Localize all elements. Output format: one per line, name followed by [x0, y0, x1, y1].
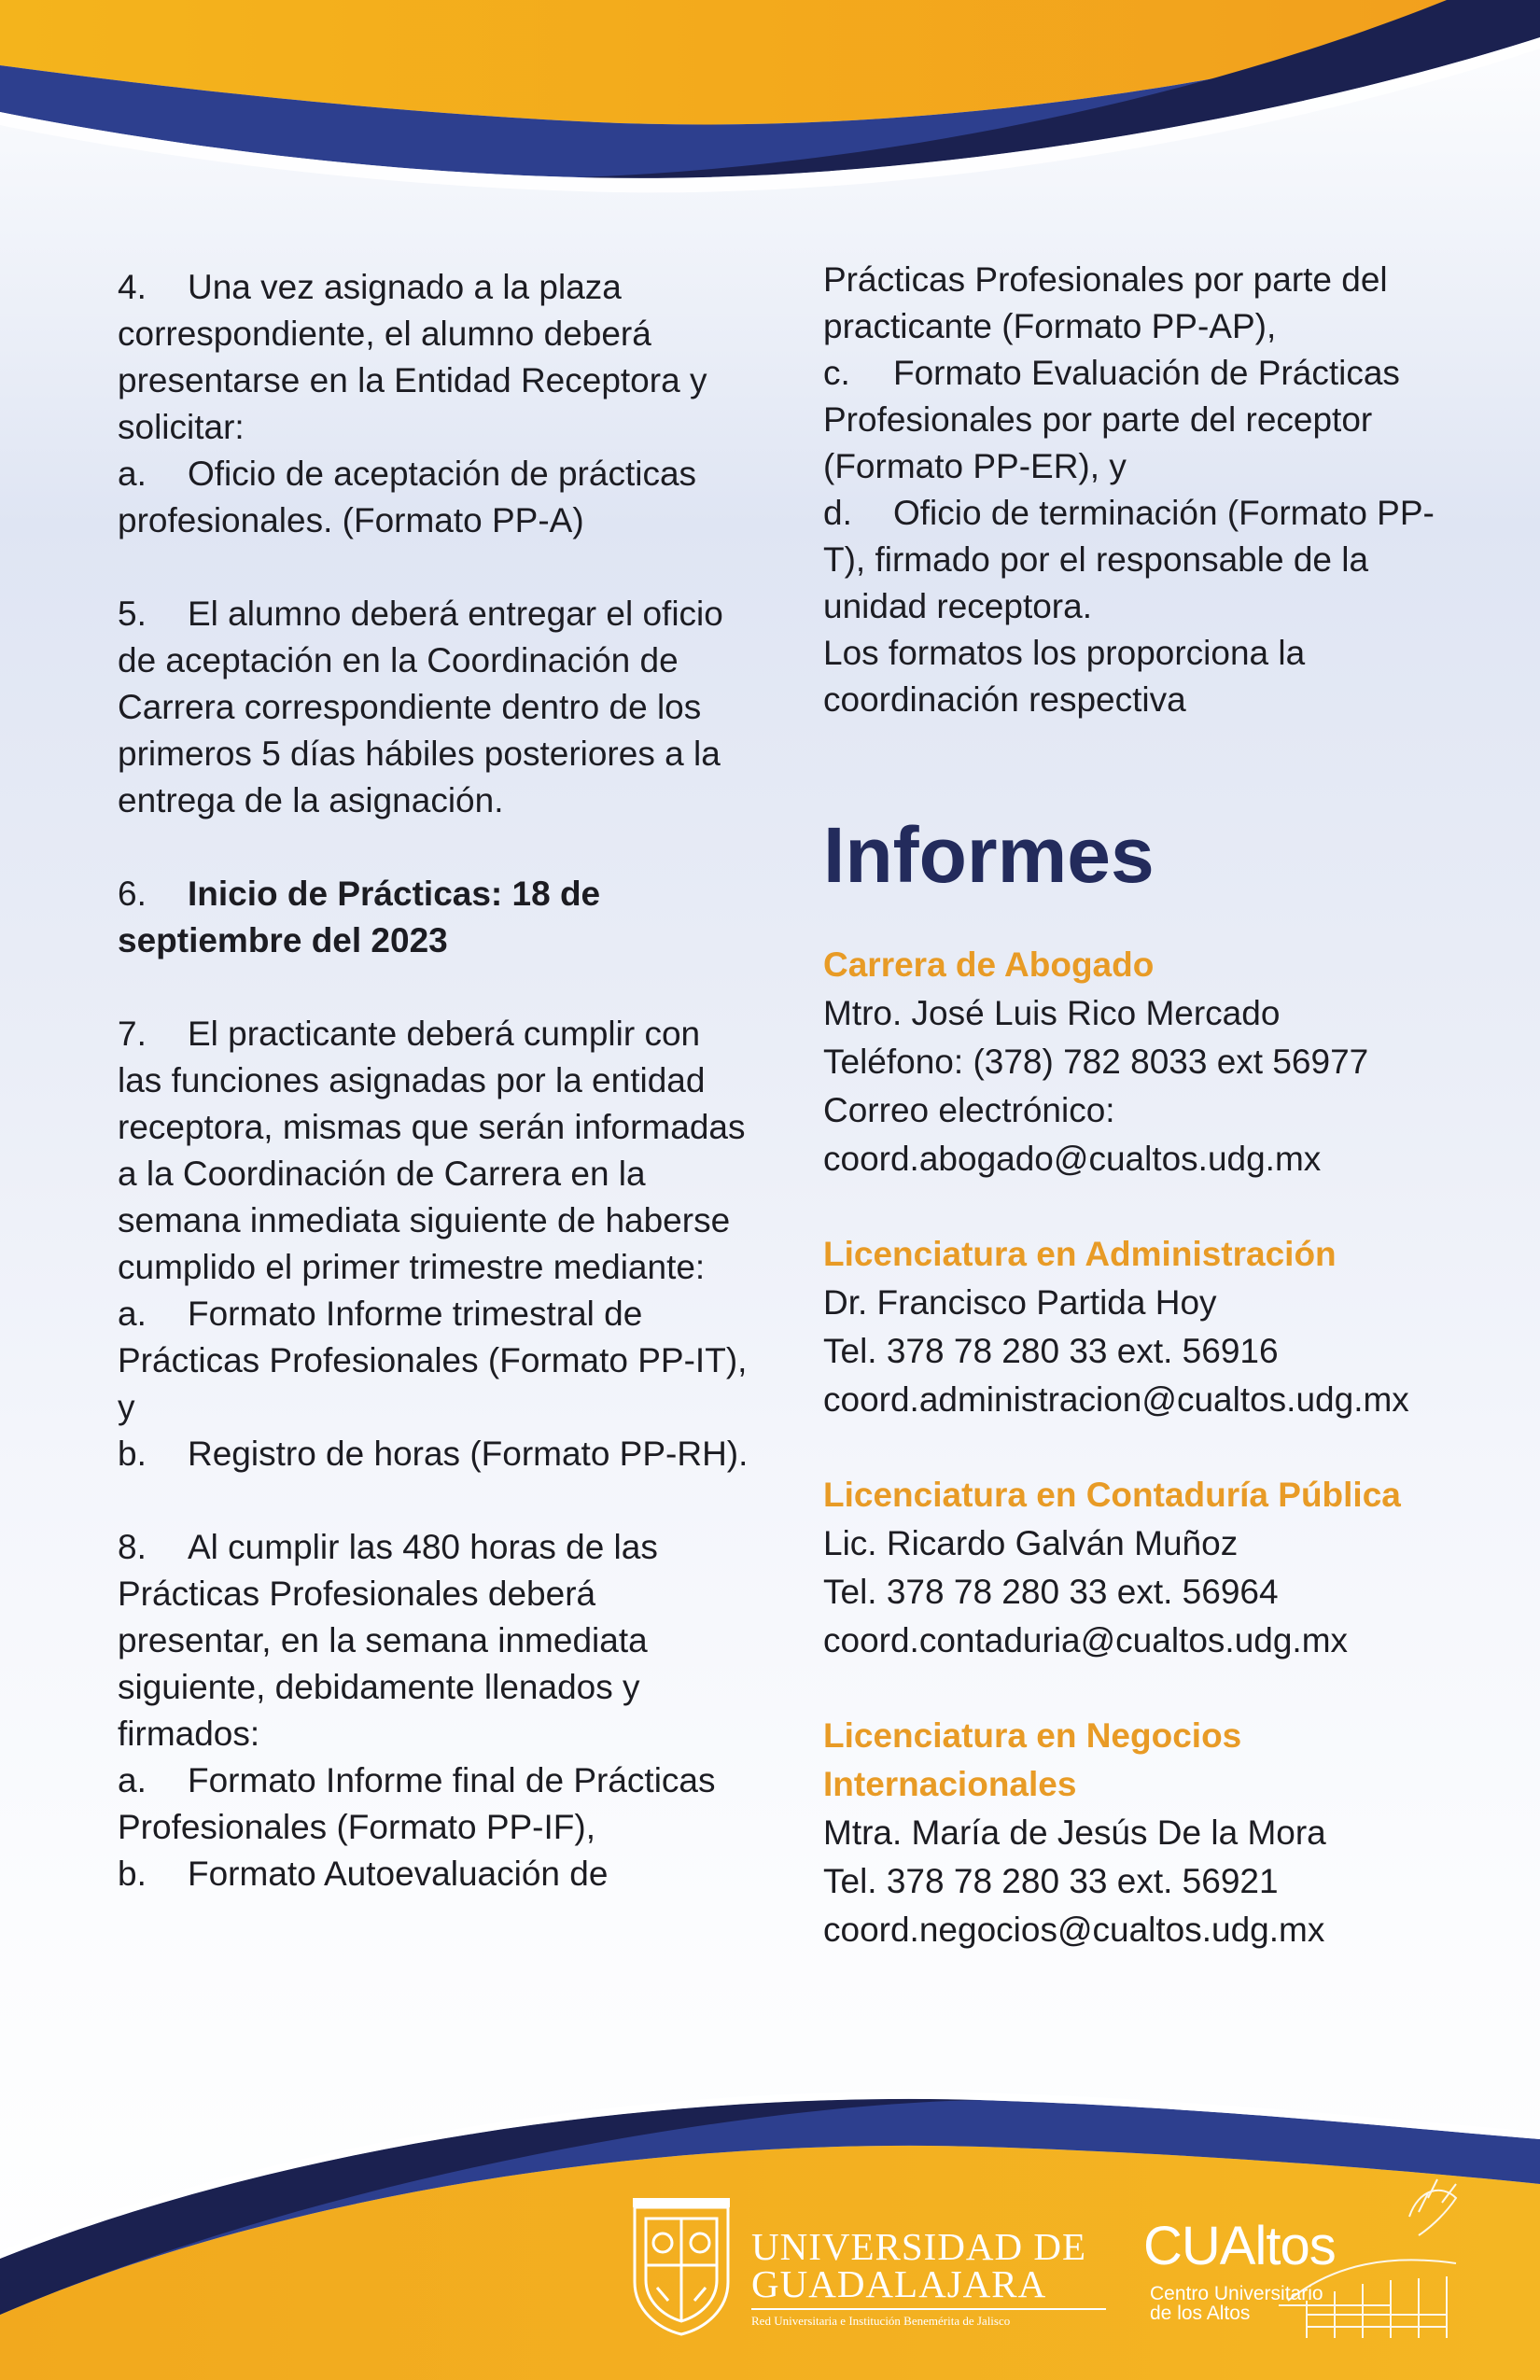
step-7: [118, 1011, 752, 1477]
cualtos-subtitle-line1: Centro Universitario: [1150, 2283, 1323, 2304]
contact-negocios: [823, 1712, 1477, 1954]
contact-phone: Tel. 378 78 280 33 ext. 56921: [823, 1862, 1279, 1900]
sub-label: b.: [118, 1435, 147, 1473]
step-text: Una vez asignado a la plaza correspondiente, el alumno deberá presentarse en la Entidad Receptora y solicitar:: [118, 268, 707, 446]
udg-seal-icon: [625, 2198, 737, 2338]
contact-contaduria: [823, 1471, 1477, 1665]
udg-divider: [751, 2308, 1106, 2310]
cualtos-building-icon: [1279, 2161, 1465, 2347]
step-number: 4.: [118, 268, 147, 306]
closing-note: Los formatos los proporciona la coordinación respectiva: [823, 634, 1306, 719]
step-number: 8.: [118, 1528, 147, 1566]
contact-name: Lic. Ricardo Galván Muñoz: [823, 1524, 1239, 1562]
contact-heading: Licenciatura en Negocios Internacionales: [823, 1716, 1242, 1803]
sub-text: Formato Informe trimestral de Prácticas Profesionales (Formato PP-IT), y: [118, 1295, 748, 1426]
step-8: [118, 1524, 752, 1897]
sub-label: c.: [823, 354, 850, 392]
contact-abogado: [823, 941, 1477, 1183]
contact-name: Mtro. José Luis Rico Mercado: [823, 994, 1281, 1032]
contact-name: Mtra. María de Jesús De la Mora: [823, 1813, 1326, 1852]
start-date-text: Inicio de Prácticas: 18 de septiembre del 2023: [118, 875, 601, 959]
contact-administracion: [823, 1230, 1477, 1424]
sub-label: d.: [823, 494, 852, 532]
udg-name-line1: UNIVERSIDAD DE: [751, 2225, 1087, 2268]
contact-name: Dr. Francisco Partida Hoy: [823, 1283, 1217, 1322]
step-number: 5.: [118, 595, 147, 633]
step-8-continued: [823, 257, 1477, 723]
footer-logos: [625, 2198, 1465, 2338]
left-column: [118, 264, 752, 1944]
contact-email[interactable]: coord.abogado@cualtos.udg.mx: [823, 1140, 1322, 1178]
sub-label: b.: [118, 1855, 147, 1893]
cualtos-subtitle-line2: de los Altos: [1150, 2303, 1251, 2324]
sub-text: Oficio de terminación (Formato PP-T), firmado por el responsable de la unidad receptora.: [823, 494, 1435, 625]
right-column: [823, 257, 1477, 2001]
contact-phone: Tel. 378 78 280 33 ext. 56916: [823, 1332, 1279, 1370]
cualtos-logo-text: CUAltos: [1143, 2216, 1336, 2276]
sub-label: a.: [118, 455, 147, 493]
contact-email[interactable]: coord.contaduria@cualtos.udg.mx: [823, 1621, 1349, 1659]
continued-text: Prácticas Profesionales por parte del practicante (Formato PP-AP),: [823, 260, 1388, 345]
udg-tagline: Red Universitaria e Institución Benemérita de Jalisco: [751, 2314, 1011, 2328]
sub-text: Formato Evaluación de Prácticas Profesionales por parte del receptor (Formato PP-ER), y: [823, 354, 1400, 485]
contact-phone: Tel. 378 78 280 33 ext. 56964: [823, 1573, 1279, 1611]
udg-name-line2: GUADALAJARA: [751, 2262, 1047, 2305]
sub-text: Formato Informe final de Prácticas Profesionales (Formato PP-IF),: [118, 1761, 716, 1846]
sub-label: a.: [118, 1295, 147, 1333]
informes-heading: Informes: [823, 811, 1155, 899]
contact-email-label: Correo electrónico:: [823, 1091, 1115, 1129]
step-5: [118, 591, 752, 824]
step-text: Al cumplir las 480 horas de las Prácticas Profesionales deberá presentar, en la semana inmediata siguiente, debidamente llenados y firmados:: [118, 1528, 658, 1753]
contact-heading: Licenciatura en Contaduría Pública: [823, 1476, 1401, 1514]
step-number: 6.: [118, 875, 147, 913]
top-wave-decoration: [0, 0, 1540, 215]
contact-heading: Carrera de Abogado: [823, 945, 1155, 984]
sub-text: Registro de horas (Formato PP-RH).: [188, 1435, 749, 1473]
sub-text: Formato Autoevaluación de: [188, 1855, 609, 1893]
step-number: 7.: [118, 1015, 147, 1053]
step-text: El practicante deberá cumplir con las funciones asignadas por la entidad receptora, mismas que serán informadas a la Coordinación de Carrera en la semana inmediata siguiente de haberse cumplido el primer trimestre mediante:: [118, 1015, 746, 1286]
step-4: [118, 264, 752, 544]
contact-heading: Licenciatura en Administración: [823, 1235, 1337, 1273]
step-text: El alumno deberá entregar el oficio de aceptación en la Coordinación de Carrera correspondiente dentro de los primeros 5 días hábiles posteriores a la entrega de la asignación.: [118, 595, 723, 819]
sub-label: a.: [118, 1761, 147, 1799]
contact-email[interactable]: coord.administracion@cualtos.udg.mx: [823, 1380, 1409, 1419]
contact-phone: Teléfono: (378) 782 8033 ext 56977: [823, 1043, 1369, 1081]
contact-email[interactable]: coord.negocios@cualtos.udg.mx: [823, 1911, 1325, 1949]
sub-text: Oficio de aceptación de prácticas profesionales. (Formato PP-A): [118, 455, 697, 539]
step-6: [118, 871, 752, 964]
